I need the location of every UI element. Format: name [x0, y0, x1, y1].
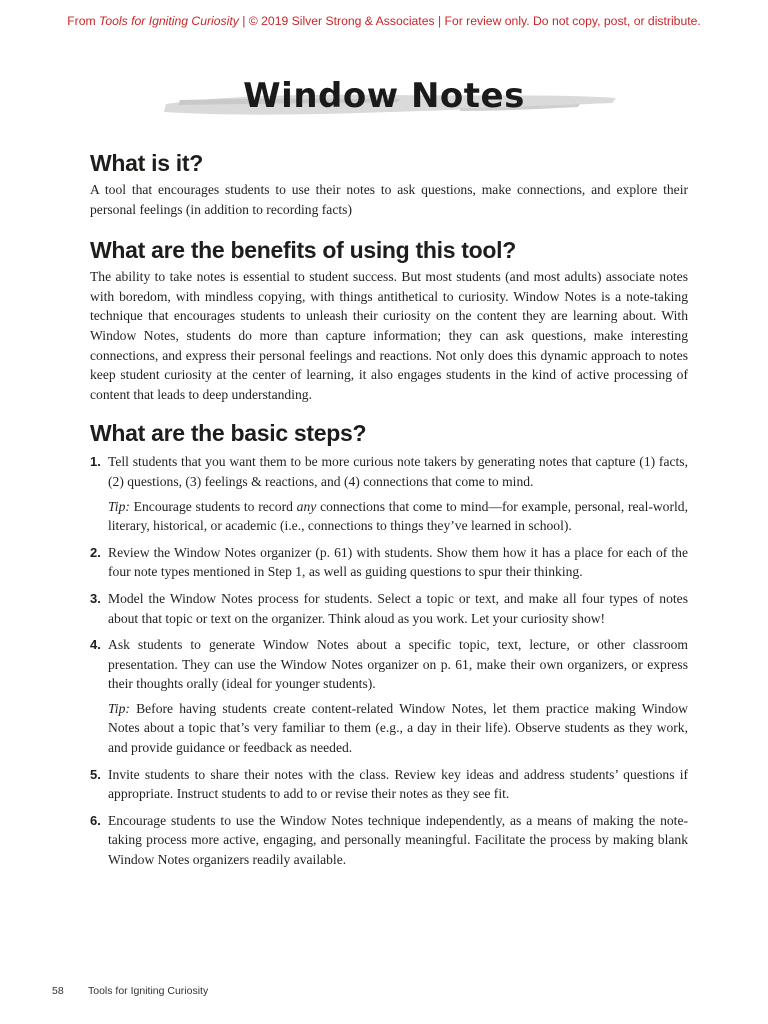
page-number: 58 [52, 985, 64, 997]
footer-book-title: Tools for Igniting Curiosity [88, 985, 209, 997]
step-item-4 [90, 635, 688, 758]
heading-basic-steps: What are the basic steps? [90, 420, 367, 447]
what-is-it-text: A tool that encourages students to use their notes to ask questions, make connections, and explore their personal feelings (in addition to recording facts) [90, 182, 688, 217]
step-text: Tell students that you want them to be more curious note takers by generating notes that capture (1) facts, (2) questions, (3) feelings & reactions, and (4) connections that come to mind. [108, 454, 688, 489]
step-item-2 [90, 543, 688, 582]
page-footer [52, 985, 208, 997]
step-item-6 [90, 811, 688, 870]
steps-list [90, 452, 688, 869]
step-text: Review the Window Notes organizer (p. 61) with students. Show them how it has a place for each of the four note types mentioned in Step 1, as well as guiding questions to spur their thinking. [108, 544, 688, 580]
heading-benefits: What are the benefits of using this tool? [90, 237, 516, 264]
step-number: 4. [90, 637, 101, 653]
banner-book-title: Tools for Igniting Curiosity [99, 14, 239, 28]
step-text: Encourage students to use the Window Notes technique independently, as a means of making the note-taking process more active, engaging, and personally meaningful. Facilitate the process by making blank Window Notes organizers readily available. [108, 812, 688, 868]
step-text: Model the Window Notes process for students. Select a topic or text, and make all four types of notes about that topic or text on the organizer. Think aloud as you work. Let your curiosity show! [108, 590, 688, 626]
step-text: Ask students to generate Window Notes about a specific topic, text, lecture, or other classroom presentation. They can use the Window Notes organizer on p. 61, make their own organizers, or express their thoughts orally (ideal for younger students). [108, 637, 688, 692]
copyright-banner [0, 14, 768, 28]
step-text: Invite students to share their notes with the class. Review key ideas and address students’ questions if appropriate. Instruct students to add to or revise their notes as they see fit. [108, 766, 688, 802]
banner-rest: | © 2019 Silver Strong & Associates | For review only. Do not copy, post, or distribute. [238, 14, 701, 28]
tip-text-pre: Encourage students to record [129, 498, 297, 514]
tip-text: Before having students create content-related Window Notes, let them practice making Window Notes about a topic that’s very familiar to them (e.g., a day in their life). Observe students as they work, and provide guidance or feedback as needed. [108, 700, 688, 756]
step-number: 3. [90, 590, 101, 606]
benefits-text: The ability to take notes is essential to student success. But most students (and most adults) associate notes with boredom, with mindless copying, with things antithetical to curiosity. Window Notes is a note-taking technique that encourages students to unleash their curiosity on the content they are learning about. With Window Notes, students do more than capture information; they can ask questions, make interesting connections, and express their personal feelings and reactions. Not only does this dynamic approach to notes keep student curiosity at the center of learning, it also engages students in the kind of active processing of content that leads to deep understanding. [90, 269, 688, 402]
tip-text-emphasis: any [296, 498, 317, 514]
step-item-5 [90, 765, 688, 804]
step-number: 5. [90, 766, 101, 782]
step-number: 6. [90, 812, 101, 828]
step-number: 2. [90, 544, 101, 560]
step-item-3 [90, 589, 688, 628]
heading-what-is-it: What is it? [90, 150, 203, 176]
step-tip [108, 699, 688, 758]
main-content [90, 148, 688, 877]
step-number: 1. [90, 454, 101, 470]
tip-text-post: connections that come to mind—for example, personal, real-world, literary, historical, or academic (i.e., connections to things they’ve learned in school). [108, 498, 688, 534]
page-title: Window Notes [243, 76, 525, 116]
banner-prefix: From [67, 14, 100, 28]
tip-label: Tip: [108, 700, 130, 716]
tip-label: Tip: [108, 498, 130, 514]
step-item-1 [90, 452, 688, 535]
step-tip [108, 497, 688, 536]
